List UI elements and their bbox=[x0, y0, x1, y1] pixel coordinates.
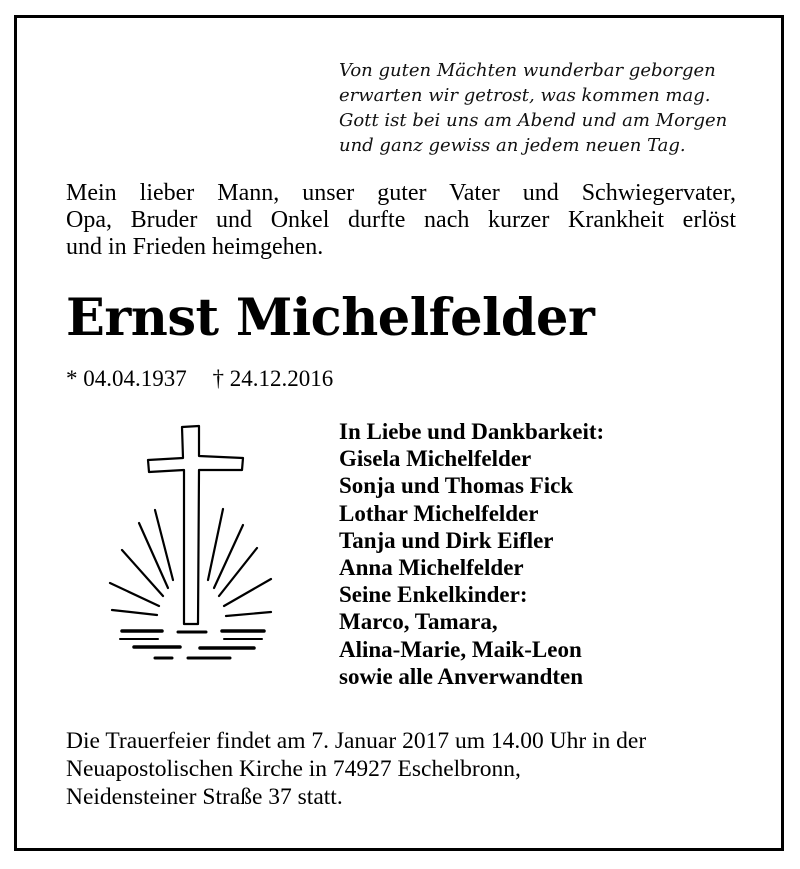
mourner-line: sowie alle Anverwandten bbox=[339, 663, 584, 689]
poem-quote bbox=[339, 58, 759, 158]
deceased-name: Ernst Michelfelder bbox=[66, 288, 595, 348]
mourner-line: Anna Michelfelder bbox=[339, 555, 524, 581]
mourners-list bbox=[339, 418, 604, 690]
death-date: † 24.12.2016 bbox=[212, 366, 334, 391]
funeral-line: Die Trauerfeier findet am 7. Januar 2017 um 14.00 Uhr in der bbox=[66, 728, 647, 754]
mourner-line: Lothar Michelfelder bbox=[339, 500, 539, 526]
poem-line: und ganz gewiss an jedem neuen Tag. bbox=[339, 135, 686, 156]
cross-with-sunrise-icon bbox=[100, 420, 290, 670]
intro-line: Opa, Bruder und Onkel durfte nach kurzer Krankheit erlöst bbox=[66, 207, 736, 233]
intro-line: und in Frieden heimgehen. bbox=[66, 234, 324, 260]
mourner-line: Seine Enkelkinder: bbox=[339, 582, 528, 608]
life-dates bbox=[66, 366, 333, 392]
funeral-line: Neuapostolischen Kirche in 74927 Eschelbronn, bbox=[66, 756, 521, 782]
birth-date: * 04.04.1937 bbox=[66, 366, 187, 391]
mourner-line: Gisela Michelfelder bbox=[339, 446, 532, 472]
funeral-info bbox=[66, 727, 746, 811]
mourner-line: Marco, Tamara, bbox=[339, 609, 498, 635]
mourners-heading: In Liebe und Dankbarkeit: bbox=[339, 419, 605, 444]
mourner-line: Sonja und Thomas Fick bbox=[339, 473, 574, 499]
mourner-line: Tanja und Dirk Eifler bbox=[339, 527, 554, 553]
intro-text bbox=[66, 180, 736, 261]
mourner-line: Alina-Marie, Maik-Leon bbox=[339, 636, 582, 662]
poem-line: Von guten Mächten wunderbar geborgen bbox=[339, 60, 716, 81]
poem-line: erwarten wir getrost, was kommen mag. bbox=[339, 85, 711, 106]
poem-line: Gott ist bei uns am Abend und am Morgen bbox=[339, 110, 728, 131]
funeral-line: Neidensteiner Straße 37 statt. bbox=[66, 784, 343, 810]
intro-line: Mein lieber Mann, unser guter Vater und Schwiegervater, bbox=[66, 180, 736, 206]
